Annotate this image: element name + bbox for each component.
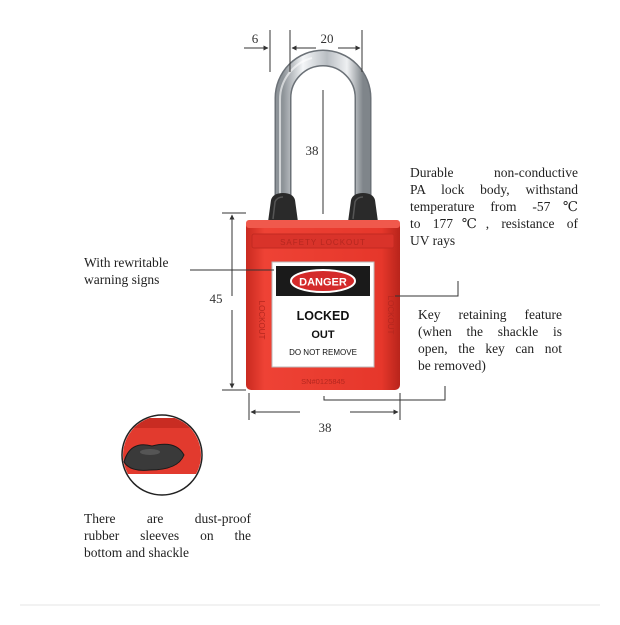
callout-rubber-sleeves: There are dust-proof rubber sleeves on the bottom and shackle [84,511,251,560]
rubber-sleeve-inset [116,415,208,495]
svg-text:SN#0125845: SN#0125845 [301,377,345,386]
shackle-rubber-sleeve-right [348,193,378,222]
shackle [280,58,363,205]
dimension-shackle-clearance-label: 38 [305,143,319,158]
callout-key-retaining: Key retaining feature (when the shackle is open, the key can not be removed) [418,307,562,373]
leader-key-retaining [395,281,458,296]
dimension-shackle-width: 20 [320,31,334,46]
tag-line-locked: LOCKED [296,309,350,323]
tag-line-do-not-remove: DO NOT REMOVE [289,348,357,357]
dimension-shackle-diameter: 6 [251,31,259,46]
dimension-body-width-label: 38 [318,420,332,435]
callout-warning-signs: With rewritable warning signs [84,255,169,287]
warning-tag [272,262,374,367]
tag-header: DANGER [299,276,347,289]
svg-text:LOCKOUT: LOCKOUT [257,300,266,340]
dimension-body-height-label: 45 [209,291,223,306]
svg-text:LOCKOUT: LOCKOUT [386,295,395,335]
shackle-rubber-sleeve-left [268,193,298,222]
svg-text:SAFETY LOCKOUT: SAFETY LOCKOUT [280,238,366,247]
dimension-body-height [222,213,246,390]
tag-line-out: OUT [311,329,335,341]
callout-body-material: Durable non-conductive PA lock body, withstand temperature from -57℃ to 177℃, resistance of UV rays [410,165,578,248]
